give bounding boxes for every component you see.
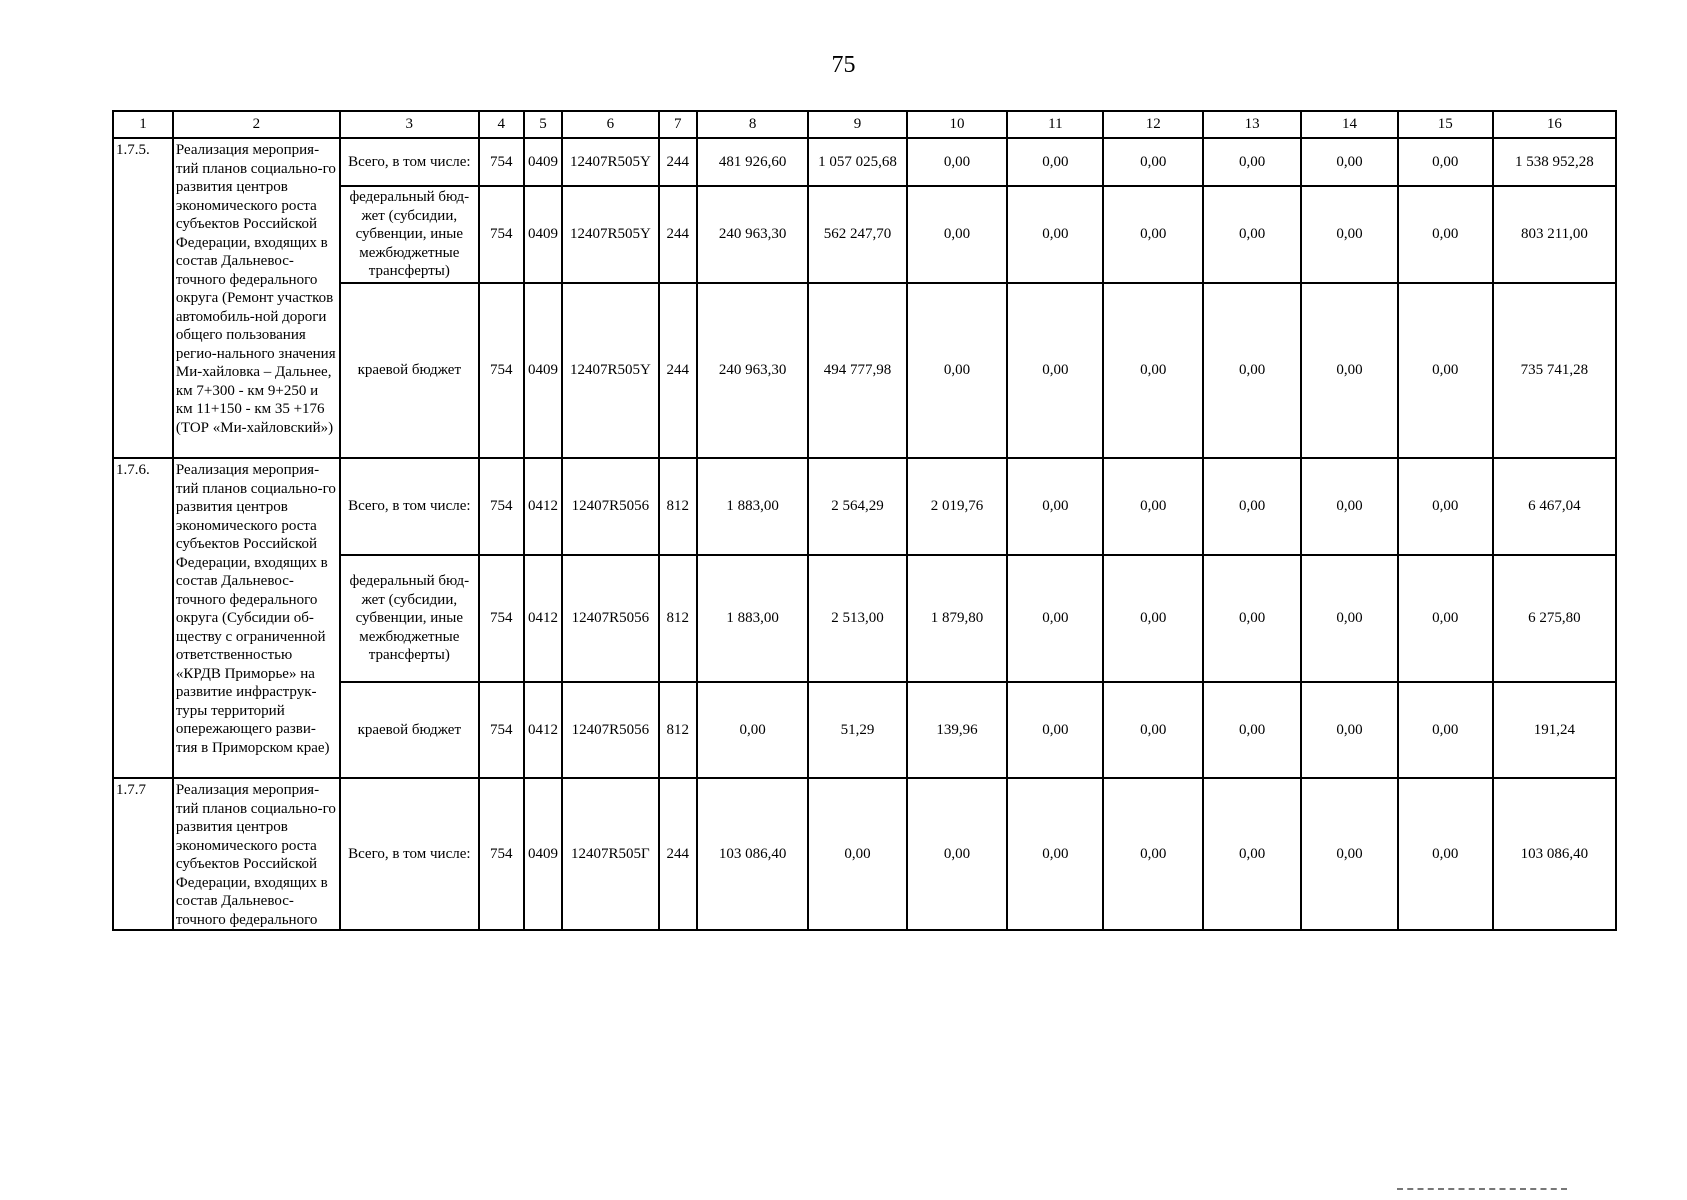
target-code: 12407R5056 xyxy=(562,458,658,555)
amount-col-14: 0,00 xyxy=(1301,555,1397,682)
header-cell: 4 xyxy=(479,111,524,138)
target-code: 12407R505Y xyxy=(562,138,658,186)
funding-source: Всего, в том числе: xyxy=(340,458,479,555)
item-number: 1.7.6. xyxy=(113,458,173,778)
amount-col-8: 240 963,30 xyxy=(697,186,808,283)
amount-col-9: 51,29 xyxy=(808,682,906,778)
amount-col-12: 0,00 xyxy=(1103,778,1202,930)
amount-col-12: 0,00 xyxy=(1103,555,1202,682)
amount-col-8: 240 963,30 xyxy=(697,283,808,458)
expense-type: 244 xyxy=(659,186,698,283)
header-cell: 5 xyxy=(524,111,563,138)
target-code: 12407R505Y xyxy=(562,186,658,283)
amount-col-15: 0,00 xyxy=(1398,458,1493,555)
funding-source: федеральный бюд-жет (субсидии, субвенции, иные межбюджетные трансферты) xyxy=(340,186,479,283)
amount-col-14: 0,00 xyxy=(1301,186,1397,283)
amount-col-10: 2 019,76 xyxy=(907,458,1008,555)
amount-col-10: 0,00 xyxy=(907,778,1008,930)
header-cell: 1 xyxy=(113,111,173,138)
amount-col-11: 0,00 xyxy=(1007,555,1103,682)
gku-code: 754 xyxy=(479,555,524,682)
item-description: Реализация мероприя-тий планов социально-го развития центров экономического роста субъектов Российской Федерации, входящих в состав Дальневос-точного федерального округа (Ремонт участков автомобиль-ной дороги общего пользования регио-нального значения Ми-хайловка – Дальнее, км 7+300 - км 9+250 и км 11+150 - км 35 +176 (ТОР «Ми-хайловский») xyxy=(173,138,340,458)
section-code: 0412 xyxy=(524,682,563,778)
amount-col-8: 1 883,00 xyxy=(697,458,808,555)
amount-col-9: 1 057 025,68 xyxy=(808,138,906,186)
amount-col-15: 0,00 xyxy=(1398,138,1493,186)
funding-source: Всего, в том числе: xyxy=(340,138,479,186)
amount-col-15: 0,00 xyxy=(1398,778,1493,930)
amount-col-9: 0,00 xyxy=(808,778,906,930)
amount-col-15: 0,00 xyxy=(1398,555,1493,682)
amount-col-10: 0,00 xyxy=(907,138,1008,186)
amount-col-11: 0,00 xyxy=(1007,682,1103,778)
target-code: 12407R505Y xyxy=(562,283,658,458)
amount-col-12: 0,00 xyxy=(1103,283,1202,458)
amount-col-13: 0,00 xyxy=(1203,555,1301,682)
amount-total: 103 086,40 xyxy=(1493,778,1616,930)
amount-col-12: 0,00 xyxy=(1103,682,1202,778)
gku-code: 754 xyxy=(479,682,524,778)
item-number: 1.7.5. xyxy=(113,138,173,458)
amount-col-8: 0,00 xyxy=(697,682,808,778)
amount-total: 803 211,00 xyxy=(1493,186,1616,283)
header-cell: 12 xyxy=(1103,111,1202,138)
section-code: 0409 xyxy=(524,186,563,283)
amount-total: 191,24 xyxy=(1493,682,1616,778)
amount-col-13: 0,00 xyxy=(1203,186,1301,283)
amount-col-12: 0,00 xyxy=(1103,186,1202,283)
amount-col-13: 0,00 xyxy=(1203,458,1301,555)
amount-col-15: 0,00 xyxy=(1398,186,1493,283)
funding-source: Всего, в том числе: xyxy=(340,778,479,930)
amount-col-9: 2 564,29 xyxy=(808,458,906,555)
scan-artifact-line xyxy=(1397,1188,1567,1192)
amount-total: 6 467,04 xyxy=(1493,458,1616,555)
amount-col-13: 0,00 xyxy=(1203,138,1301,186)
amount-total: 735 741,28 xyxy=(1493,283,1616,458)
amount-col-8: 481 926,60 xyxy=(697,138,808,186)
amount-col-11: 0,00 xyxy=(1007,778,1103,930)
amount-col-9: 562 247,70 xyxy=(808,186,906,283)
amount-col-14: 0,00 xyxy=(1301,682,1397,778)
header-cell: 9 xyxy=(808,111,906,138)
header-cell: 13 xyxy=(1203,111,1301,138)
expense-type: 244 xyxy=(659,138,698,186)
page-number: 75 xyxy=(831,52,856,78)
amount-col-11: 0,00 xyxy=(1007,186,1103,283)
header-cell: 6 xyxy=(562,111,658,138)
header-cell: 3 xyxy=(340,111,479,138)
amount-total: 6 275,80 xyxy=(1493,555,1616,682)
expense-type: 812 xyxy=(659,682,698,778)
funding-source: краевой бюджет xyxy=(340,682,479,778)
header-cell: 15 xyxy=(1398,111,1493,138)
header-cell: 10 xyxy=(907,111,1008,138)
funding-source: федеральный бюд-жет (субсидии, субвенции, иные межбюджетные трансферты) xyxy=(340,555,479,682)
header-cell: 11 xyxy=(1007,111,1103,138)
gku-code: 754 xyxy=(479,778,524,930)
amount-col-13: 0,00 xyxy=(1203,778,1301,930)
table-row xyxy=(113,138,1616,186)
expense-type: 244 xyxy=(659,778,698,930)
amount-col-11: 0,00 xyxy=(1007,458,1103,555)
gku-code: 754 xyxy=(479,186,524,283)
amount-total: 1 538 952,28 xyxy=(1493,138,1616,186)
amount-col-8: 1 883,00 xyxy=(697,555,808,682)
section-code: 0409 xyxy=(524,778,563,930)
amount-col-10: 1 879,80 xyxy=(907,555,1008,682)
amount-col-10: 139,96 xyxy=(907,682,1008,778)
table-row xyxy=(113,778,1616,930)
funding-source: краевой бюджет xyxy=(340,283,479,458)
header-row xyxy=(113,111,1616,138)
amount-col-10: 0,00 xyxy=(907,283,1008,458)
section-code: 0409 xyxy=(524,283,563,458)
amount-col-9: 494 777,98 xyxy=(808,283,906,458)
target-code: 12407R505Г xyxy=(562,778,658,930)
header-cell: 14 xyxy=(1301,111,1397,138)
expense-type: 812 xyxy=(659,555,698,682)
target-code: 12407R5056 xyxy=(562,682,658,778)
section-code: 0409 xyxy=(524,138,563,186)
amount-col-11: 0,00 xyxy=(1007,283,1103,458)
item-description: Реализация мероприя-тий планов социально-го развития центров экономического роста субъектов Российской Федерации, входящих в состав Дальневос-точного федерального округа (Субсидии об-ществу с ограниченной ответственностью «КРДВ Приморье» на развитие инфраструк-туры территорий опережающего разви-тия в Приморском крае) xyxy=(173,458,340,778)
section-code: 0412 xyxy=(524,555,563,682)
amount-col-9: 2 513,00 xyxy=(808,555,906,682)
item-number: 1.7.7 xyxy=(113,778,173,930)
target-code: 12407R5056 xyxy=(562,555,658,682)
gku-code: 754 xyxy=(479,283,524,458)
header-cell: 16 xyxy=(1493,111,1616,138)
amount-col-14: 0,00 xyxy=(1301,283,1397,458)
amount-col-13: 0,00 xyxy=(1203,283,1301,458)
budget-table xyxy=(112,110,1617,931)
header-cell: 7 xyxy=(659,111,698,138)
expense-type: 244 xyxy=(659,283,698,458)
amount-col-14: 0,00 xyxy=(1301,458,1397,555)
amount-col-15: 0,00 xyxy=(1398,283,1493,458)
expense-type: 812 xyxy=(659,458,698,555)
amount-col-10: 0,00 xyxy=(907,186,1008,283)
amount-col-12: 0,00 xyxy=(1103,138,1202,186)
amount-col-13: 0,00 xyxy=(1203,682,1301,778)
amount-col-8: 103 086,40 xyxy=(697,778,808,930)
gku-code: 754 xyxy=(479,138,524,186)
amount-col-14: 0,00 xyxy=(1301,138,1397,186)
header-cell: 8 xyxy=(697,111,808,138)
table-row xyxy=(113,458,1616,555)
item-description: Реализация мероприя-тий планов социально-го развития центров экономического роста субъектов Российской Федерации, входящих в состав Дальневос-точного федерального xyxy=(173,778,340,930)
amount-col-14: 0,00 xyxy=(1301,778,1397,930)
gku-code: 754 xyxy=(479,458,524,555)
section-code: 0412 xyxy=(524,458,563,555)
amount-col-15: 0,00 xyxy=(1398,682,1493,778)
header-cell: 2 xyxy=(173,111,340,138)
amount-col-11: 0,00 xyxy=(1007,138,1103,186)
amount-col-12: 0,00 xyxy=(1103,458,1202,555)
